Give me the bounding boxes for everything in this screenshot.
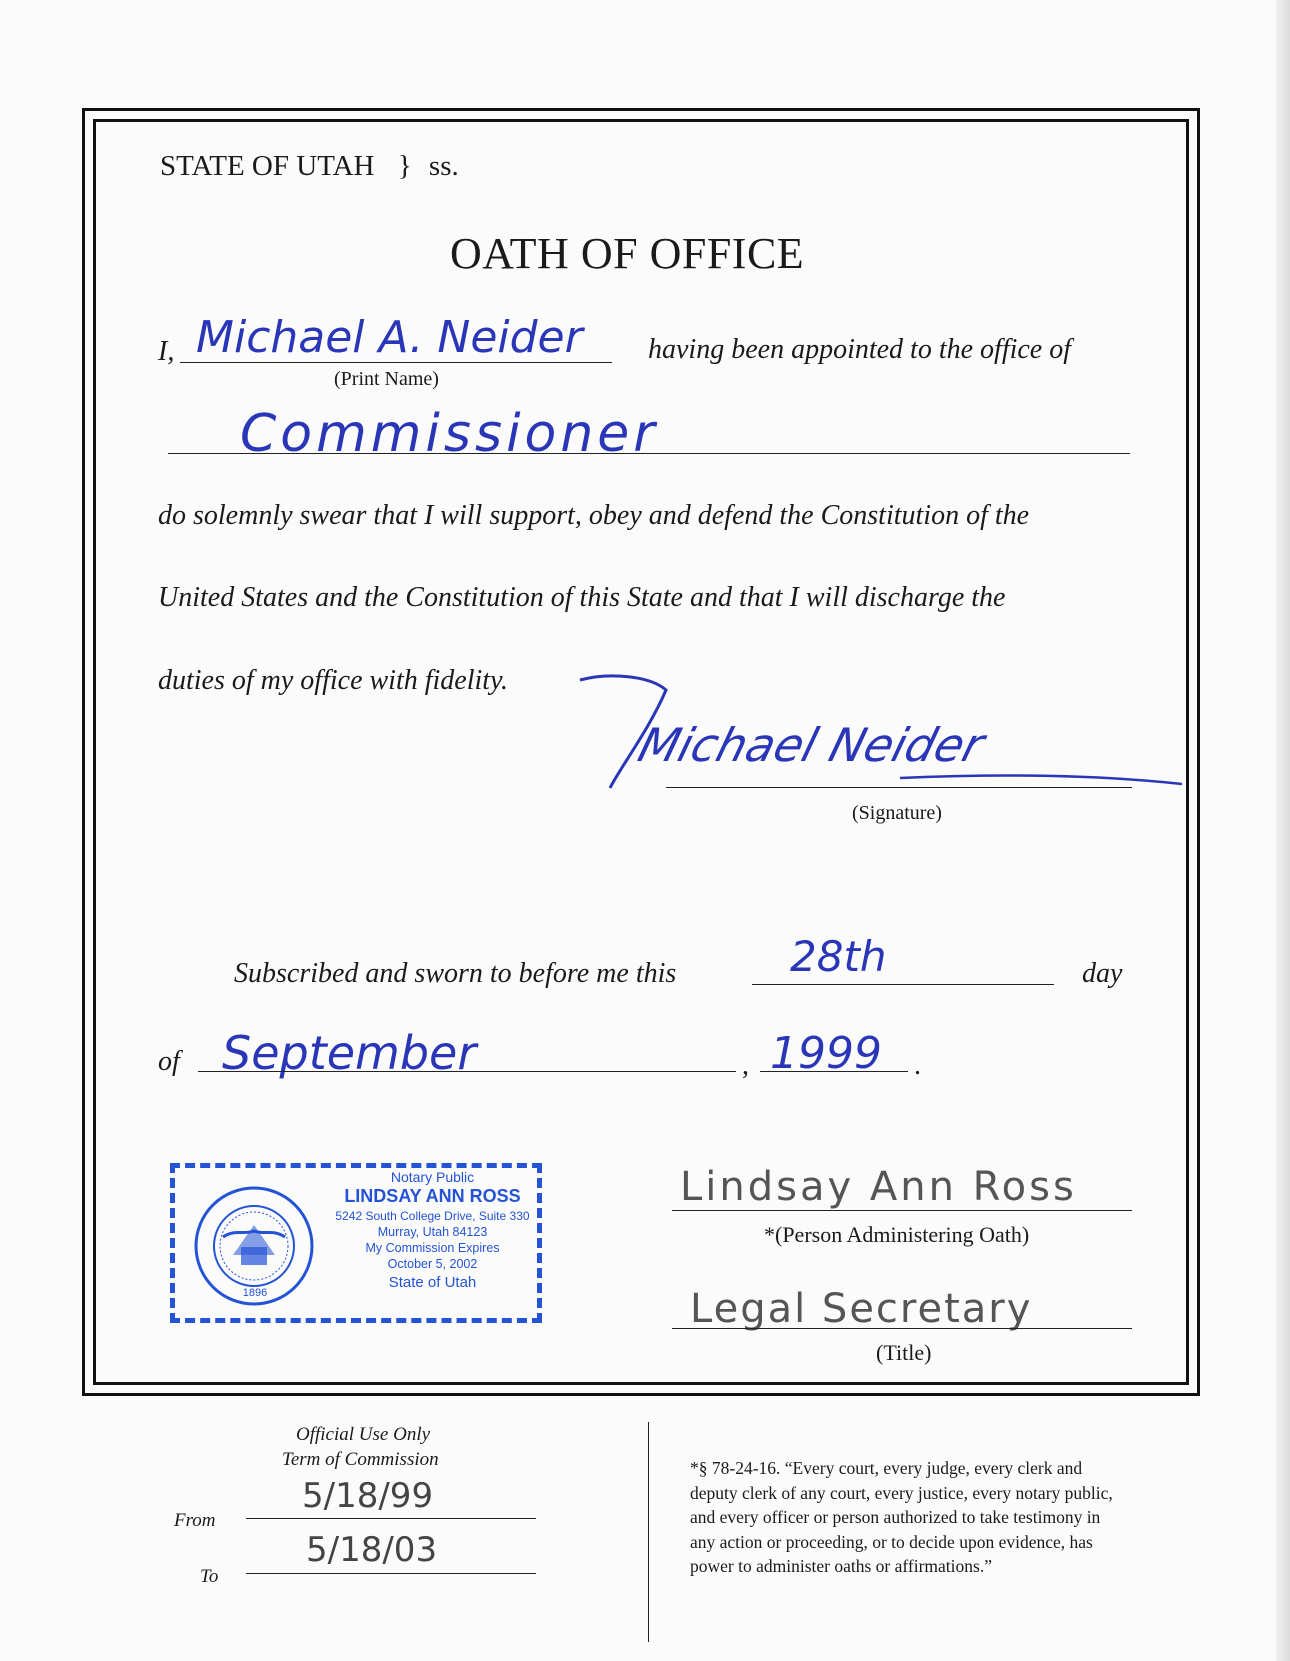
- i-prefix: I,: [158, 336, 175, 367]
- year-handwritten: 1999: [770, 1028, 882, 1079]
- from-line: [246, 1518, 536, 1519]
- statute-text: [690, 1456, 1113, 1579]
- column-divider: [648, 1422, 649, 1642]
- to-label: To: [200, 1566, 219, 1587]
- period: .: [914, 1050, 921, 1081]
- comma: ,: [742, 1050, 749, 1081]
- office-line: [168, 453, 1130, 454]
- signature-flourish: [570, 668, 1190, 798]
- name-handwritten: Michael A. Neider: [196, 312, 583, 363]
- state-name: STATE OF UTAH: [160, 150, 375, 182]
- to-line: [246, 1573, 536, 1574]
- oath-line-3: duties of my office with fidelity.: [158, 665, 508, 696]
- appointed-text: having been appointed to the office of: [648, 334, 1072, 365]
- stamp-seal-year: 1896: [242, 1287, 268, 1299]
- from-label: From: [174, 1510, 216, 1531]
- day-line: [752, 984, 1054, 985]
- stamp-city: Murray, Utah 84123: [377, 1225, 488, 1239]
- to-value: 5/18/03: [306, 1530, 438, 1570]
- signature-handwritten: Michael Neider: [632, 718, 990, 772]
- statute-line-5: power to administer oaths or affirmations.”: [690, 1556, 992, 1576]
- oath-line-2: United States and the Constitution of this State and that I will discharge the: [158, 582, 1006, 613]
- stamp-state: State of Utah: [388, 1274, 477, 1291]
- month-handwritten: September: [222, 1026, 477, 1080]
- title-line: [672, 1328, 1132, 1329]
- official-heading: Official Use Only: [296, 1424, 431, 1445]
- administrator-line: [672, 1210, 1132, 1211]
- signature-caption: (Signature): [852, 802, 942, 824]
- stamp-expires: October 5, 2002: [387, 1257, 478, 1271]
- administrator-title: Legal Secretary: [690, 1286, 1033, 1332]
- year-line: [760, 1071, 908, 1072]
- stamp-commission: My Commission Expires: [365, 1241, 500, 1255]
- statute-line-4: any action or proceeding, or to decide upon evidence, has: [690, 1531, 1093, 1552]
- page-edge: [1276, 0, 1290, 1661]
- sworn-prefix: Subscribed and sworn to before me this: [234, 958, 677, 989]
- notary-stamp: [170, 1163, 542, 1323]
- name-line: [180, 362, 612, 363]
- statute-line-1: *§ 78-24-16. “Every court, every judge, every clerk and: [690, 1458, 1083, 1478]
- bracket: }: [397, 150, 412, 182]
- title-caption: (Title): [876, 1340, 932, 1365]
- day-word: day: [1082, 958, 1123, 989]
- administrator-caption: *(Person Administering Oath): [764, 1222, 1030, 1247]
- term-heading: Term of Commission: [282, 1449, 439, 1470]
- statute-line-2: deputy clerk of any court, every justice, every notary public,: [690, 1482, 1113, 1503]
- stamp-address: 5242 South College Drive, Suite 330: [335, 1209, 530, 1223]
- office-handwritten: Commissioner: [240, 404, 659, 464]
- page-title: OATH OF OFFICE: [450, 229, 805, 278]
- statute-line-3: and every officer or person authorized to take testimony in: [690, 1507, 1101, 1527]
- ss-label: ss.: [428, 150, 459, 182]
- day-handwritten: 28th: [790, 932, 887, 981]
- of-word: of: [158, 1046, 180, 1077]
- stamp-title: Notary Public: [390, 1169, 475, 1185]
- signature-line: [666, 787, 1132, 788]
- month-line: [198, 1071, 736, 1072]
- from-value: 5/18/99: [302, 1476, 434, 1516]
- state-header: [160, 150, 459, 183]
- oath-line-1: do solemnly swear that I will support, obey and defend the Constitution of the: [158, 500, 1030, 531]
- stamp-name: LINDSAY ANN ROSS: [344, 1186, 521, 1206]
- print-name-caption: (Print Name): [334, 368, 439, 390]
- administrator-signature: Lindsay Ann Ross: [680, 1164, 1077, 1210]
